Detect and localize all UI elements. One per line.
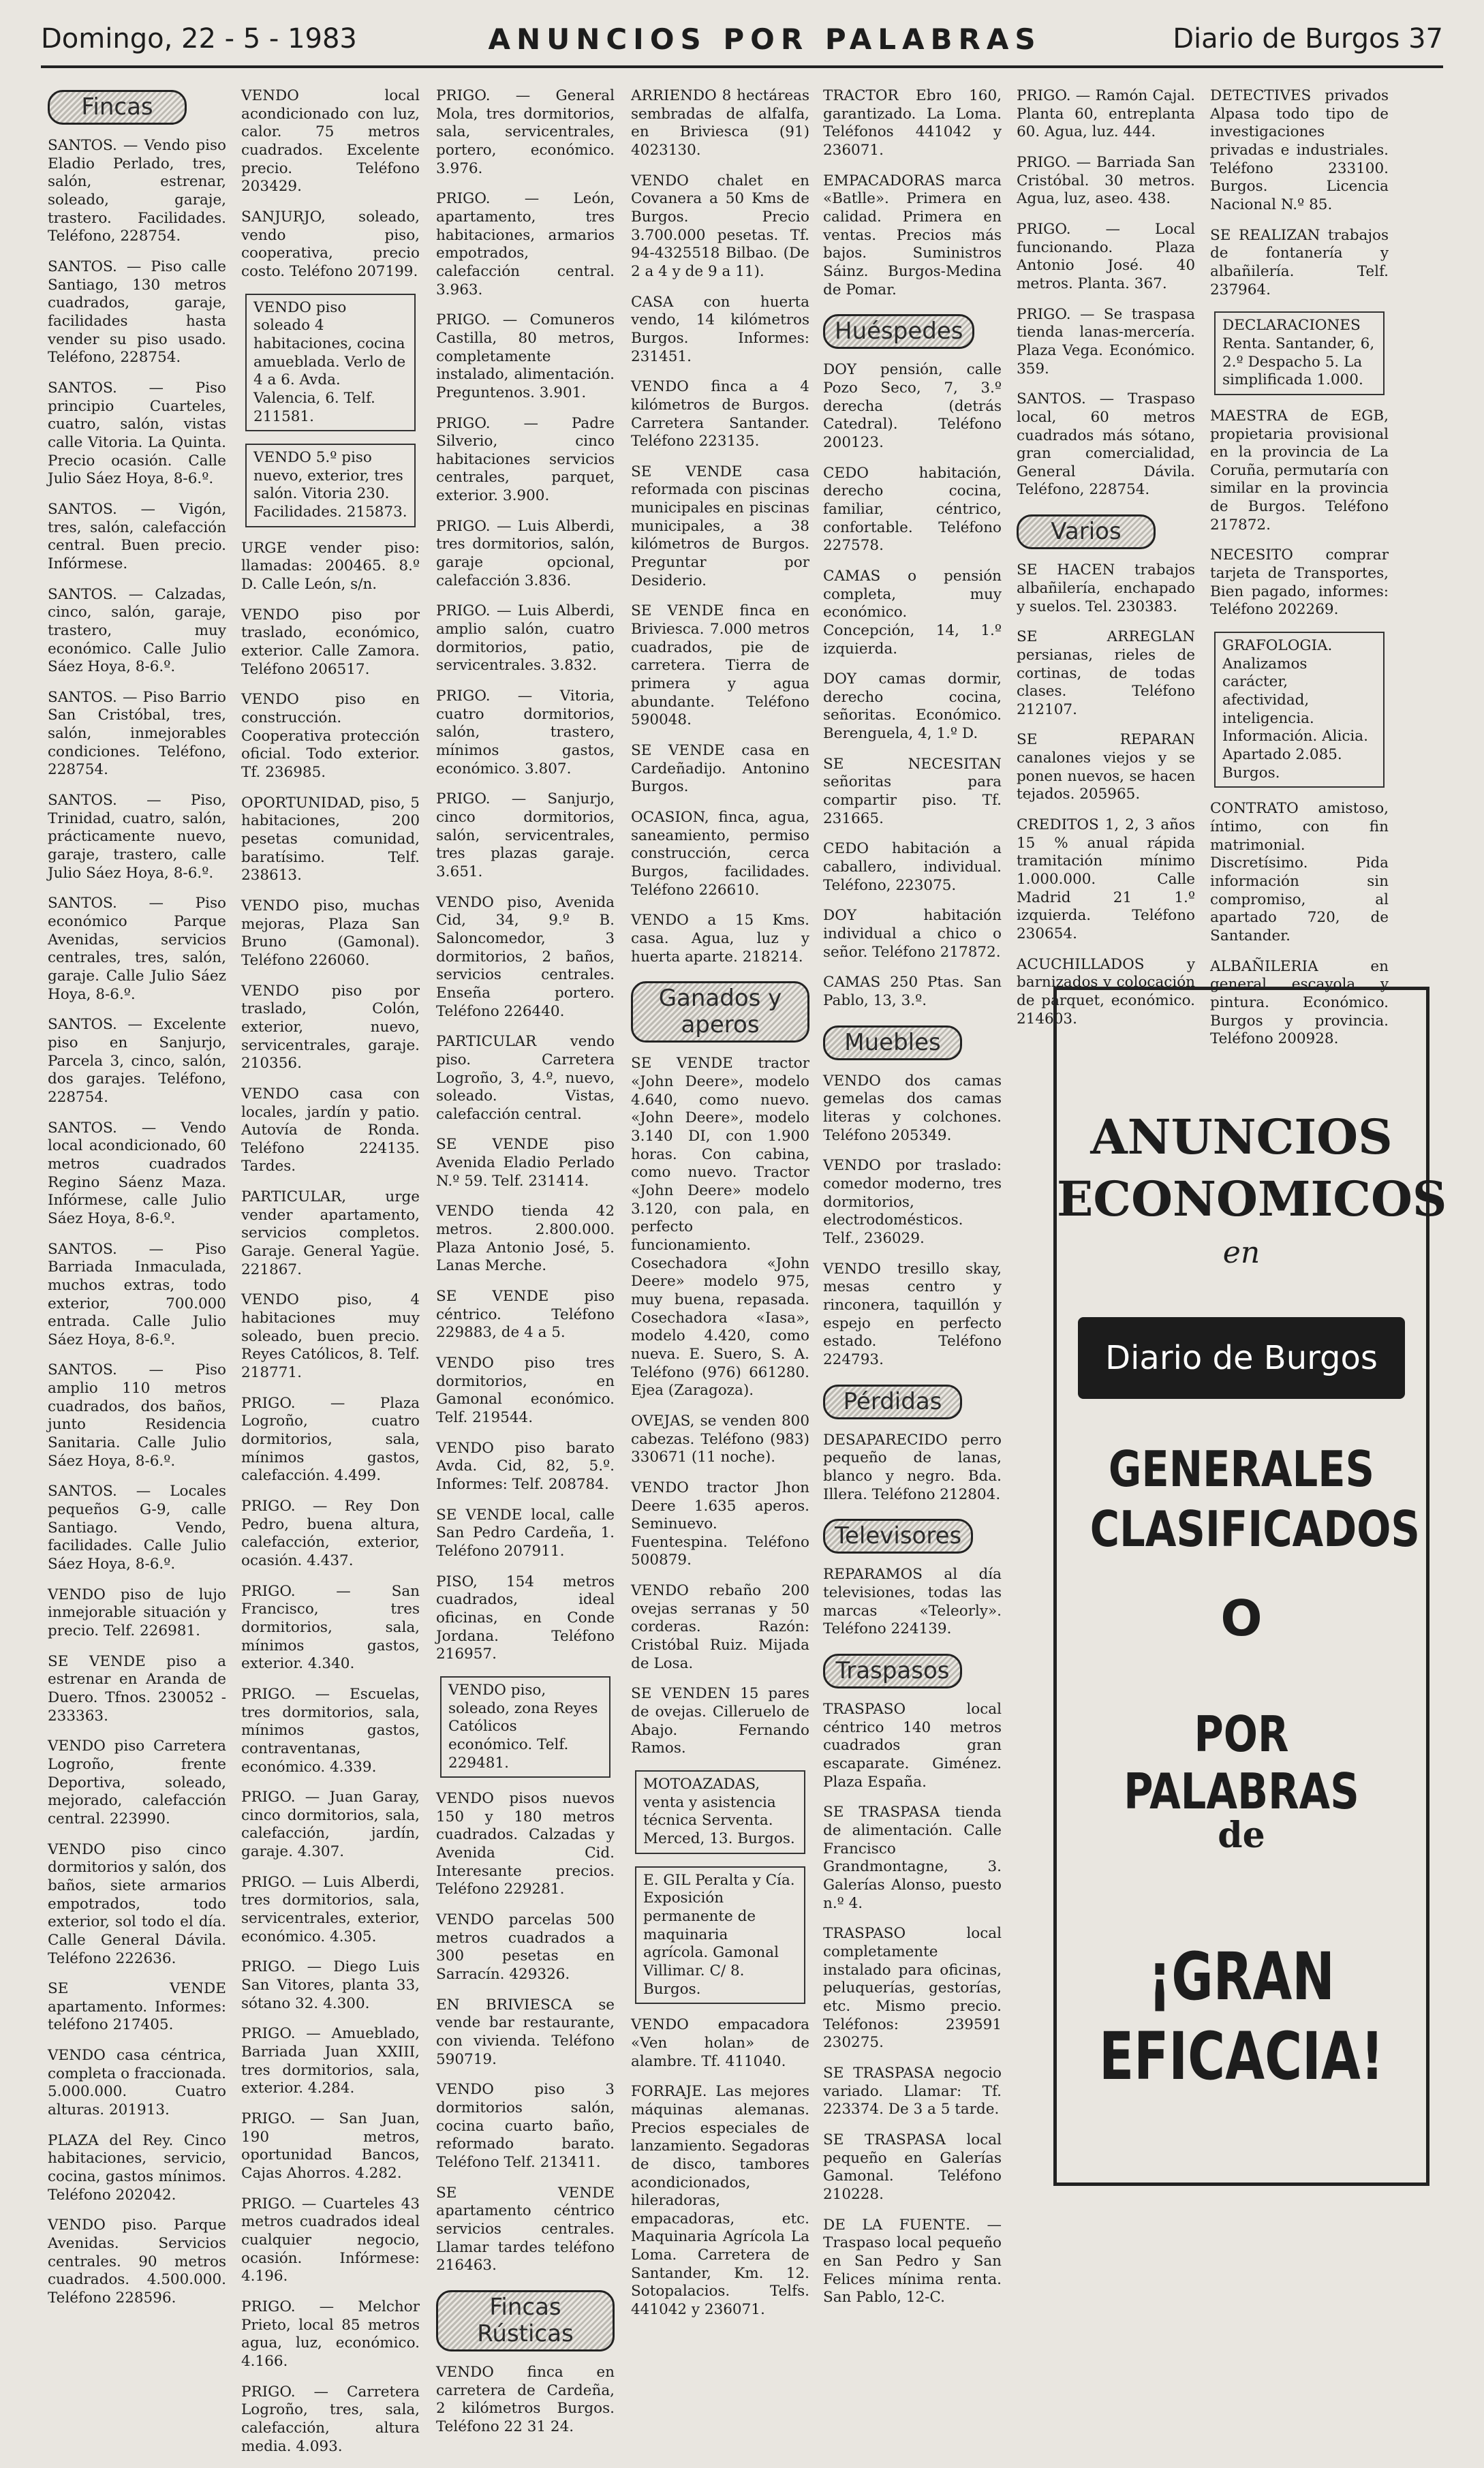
classified-ad: SE NECESITAN señoritas para compartir piso. Tf. 231665. (823, 755, 1002, 827)
classified-ad: SE TRASPASA negocio variado. Llamar: Tf. 223374. De 3 a 5 tarde. (823, 2064, 1002, 2118)
column-2 (241, 87, 420, 2468)
classified-ad: VENDO piso, Avenida Cid, 34, 9.º B. Saloncomedor, 3 dormitorios, 2 baños, servicios centrales. Enseña portero. Teléfono 226440. (436, 893, 615, 1020)
classified-ad: SE VENDE local, calle San Pedro Cardeña, 1. Teléfono 207911. (436, 1506, 615, 1560)
section-muebles: Muebles (823, 1025, 962, 1060)
section-ganados: Ganados y aperos (631, 981, 809, 1043)
classified-ad: TRASPASO local completamente instalado para oficinas, peluquerías, gestorías, etc. Mismo precio. Teléfonos: 239591 230275. (823, 1925, 1002, 2052)
classified-ad: PRIGO. — Ramón Cajal. Planta 60, entreplanta 60. Agua, luz. 444. (1017, 87, 1195, 141)
ad-line-por-palabras: POR PALABRAS (1124, 1706, 1359, 1820)
header-page-number: Diario de Burgos 37 (1173, 23, 1443, 55)
classified-ad: GRAFOLOGIA. Analizamos carácter, afectividad, inteligencia. Información. Alicia. Apartado 2.085. Burgos. (1214, 632, 1385, 788)
classified-ad: SE VENDE tractor «John Deere», modelo 4.640, como nuevo. «John Deere», modelo 3.140 DI, con 1.900 horas. Con cabina, como nuevo. Tractor «John Deere» modelo 3.120, con pala, en perfecto funcionamiento. Cosechadora «John Deere» modelo 975, muy buena, repasada. Cosechadora «Iasa», modelo 4.420, como nueva. E. Suero, S. A. Teléfono (976) 661280. Ejea (Zaragoza). (631, 1055, 809, 1400)
ad-line-anuncios-economicos: ANUNCIOS ECONOMICOS (1057, 1109, 1447, 1227)
classified-ad: SANTOS. — Traspaso local, 60 metros cuadrados más sótano, gran comercialidad, General Dávila. Teléfono, 228754. (1017, 390, 1195, 499)
classified-ad: CEDO habitación a caballero, individual. Teléfono, 223075. (823, 840, 1002, 894)
classified-ad: VENDO piso en construcción. Cooperativa protección oficial. Todo exterior. Tf. 236985. (241, 691, 420, 781)
classified-ad: SE VENDE finca en Briviesca. 7.000 metros cuadrados, pie de carretera. Tierra de primera y agua abundante. Teléfono 590048. (631, 602, 809, 729)
classified-ad: URGE vender piso: llamadas: 200465. 8.º D. Calle León, s/n. (241, 539, 420, 593)
ad-word-o: O (1220, 1590, 1263, 1647)
classified-ad: SANTOS. — Piso, Trinidad, cuatro, salón, prácticamente nuevo, garaje, trastero, calle Julio Sáez Hoya, 8-6.º. (48, 792, 226, 882)
section-fincas-rusticas: Fincas Rústicas (436, 2290, 615, 2351)
classified-ad: VENDO tractor Jhon Deere 1.635 aperos. Seminuevo. Fuentespina. Teléfono 500879. (631, 1479, 809, 1569)
classified-ad: PRIGO. — Carretera Logroño, tres, sala, calefacción, altura media. 4.093. (241, 2383, 420, 2455)
classified-ad: PRIGO. — Vitoria, cuatro dormitorios, salón, trastero, mínimos gastos, económico. 3.807. (436, 688, 615, 777)
classified-ad: SE VENDE piso a estrenar en Aranda de Duero. Tfnos. 230052 - 233363. (48, 1652, 226, 1725)
diario-de-burgos-logo: Diario de Burgos (1078, 1317, 1405, 1399)
classified-ad: EN BRIVIESCA se vende bar restaurante, con vivienda. Teléfono 590719. (436, 1996, 615, 2068)
classified-ad: SE REALIZAN trabajos de fontanería y albañilería. Telf. 237964. (1210, 226, 1389, 298)
classified-ad: PRIGO. — Comuneros Castilla, 80 metros, completamente instalado, alimentación. Preguntenos. 3.901. (436, 311, 615, 401)
section-televisores: Televisores (823, 1519, 973, 1554)
classified-ad: PRIGO. — San Francisco, tres dormitorios, sala, mínimos gastos, exterior. 4.340. (241, 1582, 420, 1673)
classified-ad: DOY pensión, calle Pozo Seco, 7, 3.º derecha (detrás Catedral). Teléfono 200123. (823, 361, 1002, 451)
classified-ad: VENDO piso tres dormitorios, en Gamonal económico. Telf. 219544. (436, 1355, 615, 1426)
classified-ad: MOTOAZADAS, venta y asistencia técnica Serventa. Merced, 13. Burgos. (635, 1770, 805, 1854)
header-title: ANUNCIOS POR PALABRAS (488, 22, 1042, 56)
classified-ad: REPARAMOS al día televisiones, todas las marcas «Teleorly». Teléfono 224139. (823, 1566, 1002, 1638)
classified-ad: ACUCHILLADOS y barnizados y colocación de parquet, económico. 214603. (1017, 955, 1195, 1028)
classified-ad: VENDO piso soleado 4 habitaciones, cocina amueblada. Verlo de 4 a 6. Avda. Valencia, 6. Telf. 211581. (245, 294, 416, 432)
classified-ad: PRIGO. — León, apartamento, tres habitaciones, armarios empotrados, calefacción central. 3.963. (436, 190, 615, 298)
classified-ad: VENDO piso Carretera Logroño, frente Deportiva, soleado, mejorado, calefacción central. 223990. (48, 1738, 226, 1827)
classified-ad: CREDITOS 1, 2, 3 años 15 % anual rápida tramitación mínimo 1.000.000. Calle Madrid 21 1.º izquierda. Teléfono 230654. (1017, 816, 1195, 943)
ad-line-generales-clasificados: GENERALES CLASIFICADOS (1089, 1440, 1420, 1558)
column-6 (1017, 87, 1195, 1040)
classified-ad: VENDO parcelas 500 metros cuadrados a 300 pesetas en Sarracín. 429326. (436, 1911, 615, 1984)
ad-line-gran-eficacia: ¡GRAN EFICACIA! (1099, 1939, 1384, 2095)
classified-ad: SE VENDE casa reformada con piscinas municipales en piscinas municipales, a 38 kilómetros de Burgos. Preguntar por Desiderio. (631, 463, 809, 589)
classified-ad: VENDO finca en carretera de Cardeña, 2 kilómetros Burgos. Teléfono 22 31 24. (436, 2364, 615, 2436)
classified-ad: CEDO habitación, derecho cocina, familiar, céntrico, confortable. Teléfono 227578. (823, 464, 1002, 555)
classified-ad: SE TRASPASA tienda de alimentación. Calle Francisco Grandmontagne, 3. Galerías Alonso, puesto n.º 4. (823, 1804, 1002, 1912)
classified-ad: TRASPASO local céntrico 140 metros cuadrados gran escaparate. Giménez. Plaza España. (823, 1701, 1002, 1791)
section-varios: Varios (1017, 514, 1156, 549)
classified-ad: SE VENDE apartamento. Informes: teléfono 217405. (48, 1980, 226, 2034)
classified-ad: VENDO local acondicionado con luz, calor. 75 metros cuadrados. Excelente precio. Teléfono 203429. (241, 87, 420, 196)
classified-ad: OCASION, finca, agua, saneamiento, permiso construcción, cerca Burgos, facilidades. Teléfono 226610. (631, 808, 809, 899)
classified-ad: SANTOS. — Piso calle Santiago, 130 metros cuadrados, garaje, facilidades hasta vender su piso usado. Teléfono, 228754. (48, 258, 226, 367)
classified-ad: E. GIL Peralta y Cía. Exposición permanente de maquinaria agrícola. Gamonal Villimar. C/ 8. Burgos. (635, 1866, 805, 2005)
classified-ad: VENDO piso por traslado, económico, exterior. Calle Zamora. Teléfono 206517. (241, 606, 420, 678)
classified-ad: PRIGO. — General Mola, tres dormitorios, sala, servicentrales, portero, económico. 3.976. (436, 87, 615, 177)
classified-ad: VENDO piso, soleado, zona Reyes Católicos económico. Telf. 229481. (440, 1676, 610, 1778)
classified-ad: SANTOS. — Piso Barrio San Cristóbal, tres, salón, inmejorables condiciones. Teléfono, 228754. (48, 688, 226, 779)
classified-ad: VENDO dos camas gemelas dos camas literas y colchones. Teléfono 205349. (823, 1072, 1002, 1144)
classified-ad: EMPACADORAS marca «Batlle». Primera en calidad. Primera en ventas. Precios más bajos. Suministros Sáinz. Burgos-Medina de Pomar. (823, 172, 1002, 298)
classified-ad: VENDO piso 3 dormitorios salón, cocina cuarto baño, reformado barato. Teléfono Telf. 213411. (436, 2081, 615, 2171)
classified-ad: OPORTUNIDAD, piso, 5 habitaciones, 200 pesetas comunidad, baratísimo. Telf. 238613. (241, 794, 420, 884)
classified-ad: PISO, 154 metros cuadrados, ideal oficinas, en Conde Jordana. Teléfono 216957. (436, 1573, 615, 1663)
ad-word-en: en (1222, 1235, 1261, 1270)
classified-ad: PRIGO. — Amueblado, Barriada Juan XXIII, tres dormitorios, sala, exterior. 4.284. (241, 2025, 420, 2097)
classified-ad: PRIGO. — Luis Alberdi, tres dormitorios, salón, garaje opcional, calefacción 3.836. (436, 517, 615, 589)
classified-ad: PRIGO. — Barriada San Cristóbal. 30 metros. Agua, luz, aseo. 438. (1017, 153, 1195, 208)
column-5 (823, 87, 1002, 2319)
classified-ad: SE VENDEN 15 pares de ovejas. Cilleruelo de Abajo. Fernando Ramos. (631, 1685, 809, 1757)
classified-ad: PRIGO. — Luis Alberdi, tres dormitorios, sala, servicentrales, exterior, económico. 4.305. (241, 1873, 420, 1945)
column-7 (1210, 87, 1389, 1061)
classified-ad: SE HACEN trabajos albañilería, enchapado y suelos. Tel. 230383. (1017, 561, 1195, 615)
classified-ad: SANTOS. — Excelente piso en Sanjurjo, Parcela 3, cinco, salón, dos garajes. Teléfono, 228754. (48, 1016, 226, 1106)
classified-ad: PARTICULAR vendo piso. Carretera Logroño, 3, 4.º, nuevo, soleado. Vistas, calefacción central. (436, 1033, 615, 1123)
classified-ad: VENDO casa céntrica, completa o fraccionada. 5.000.000. Cuatro alturas. 201913. (48, 2047, 226, 2119)
classified-ad: CASA con huerta vendo, 14 kilómetros Burgos. Informes: 231451. (631, 293, 809, 365)
classified-ad: SE VENDE casa en Cardeñadijo. Antonino Burgos. (631, 742, 809, 796)
classified-ad: PRIGO. — Escuelas, tres dormitorios, sala, mínimos gastos, contraventanas, económico. 4.339. (241, 1685, 420, 1776)
classified-ad: VENDO tienda 42 metros. 2.800.000. Plaza Antonio José, 5. Lanas Merche. (436, 1203, 615, 1275)
column-1 (48, 87, 226, 2320)
classified-ad: VENDO piso de lujo inmejorable situación y precio. Telf. 226981. (48, 1586, 226, 1639)
classified-ad: SANTOS. — Locales pequeños G-9, calle Santiago. Vendo, facilidades. Calle Julio Sáez Hoya, 8-6.º. (48, 1483, 226, 1573)
classified-ad: PRIGO. — Plaza Logroño, cuatro dormitorios, sala, mínimos gastos, calefacción. 4.499. (241, 1394, 420, 1485)
classified-ad: DETECTIVES privados Alpasa todo tipo de investigaciones privadas e industriales. Teléfono 233100. Burgos. Licencia Nacional N.º 85. (1210, 87, 1389, 213)
classified-ad: PRIGO. — Sanjurjo, cinco dormitorios, salón, servicentrales, tres plazas garaje. 3.651. (436, 790, 615, 880)
classified-ad: VENDO piso, 4 habitaciones muy soleado, buen precio. Reyes Católicos, 8. Telf. 218771. (241, 1291, 420, 1382)
classified-ad: ALBAÑILERIA en general escayola y pintura. Económico. Burgos y provincia. Teléfono 200928. (1210, 957, 1389, 1048)
section-fincas: Fincas (48, 90, 187, 125)
classified-ad: SE VENDE apartamento céntrico servicios centrales. Llamar tardes teléfono 216463. (436, 2184, 615, 2274)
classified-ad: SANTOS. — Calzadas, cinco, salón, garaje, trastero, muy económico. Calle Julio Sáez Hoya, 8-6.º. (48, 585, 226, 676)
classified-ad: VENDO rebaño 200 ovejas serranas y 50 corderas. Razón: Cristóbal Ruiz. Mijada de Losa. (631, 1582, 809, 1672)
classified-ad: DE LA FUENTE. — Traspaso local pequeño en San Pedro y San Felices mínima renta. San Pablo, 12-C. (823, 2216, 1002, 2307)
page-header (41, 12, 1443, 68)
classified-ad: SANTOS. — Piso amplio 110 metros cuadrados, dos baños, junto Residencia Sanitaria. Calle Julio Sáez Hoya, 8-6.º. (48, 1361, 226, 1470)
classified-ad: PRIGO. — Rey Don Pedro, buena altura, calefacción, exterior, ocasión. 4.437. (241, 1497, 420, 1569)
section-perdidas: Pérdidas (823, 1385, 962, 1419)
column-4 (631, 87, 809, 2332)
classified-ad: OVEJAS, se venden 800 cabezas. Teléfono (983) 330671 (11 noche). (631, 1412, 809, 1466)
header-date: Domingo, 22 - 5 - 1983 (41, 23, 357, 55)
classified-ad: PRIGO. — Local funcionando. Plaza Antonio José. 40 metros. Planta. 367. (1017, 220, 1195, 292)
classified-ad: VENDO piso. Parque Avenidas. Servicios centrales. 90 metros cuadrados. 4.500.000. Teléfono 228596. (48, 2217, 226, 2307)
classified-ad: SANTOS. — Piso Barriada Inmaculada, muchos extras, todo exterior, 700.000 entrada. Calle Julio Sáez Hoya, 8-6.º. (48, 1240, 226, 1348)
classified-ad: PRIGO. — Se traspasa tienda lanas-mercería. Plaza Vega. Económico. 359. (1017, 305, 1195, 377)
classified-ad: VENDO empacadora «Ven holan» de alambre. Tf. 411040. (631, 2016, 809, 2070)
classified-ad: SE REPARAN canalones viejos y se ponen nuevos, se hacen tejados. 205965. (1017, 731, 1195, 803)
classified-ad: CAMAS o pensión completa, muy económico. Concepción, 14, 1.º izquierda. (823, 567, 1002, 658)
classified-ad: VENDO pisos nuevos 150 y 180 metros cuadrados. Calzadas y Avenida Cid. Interesante precios. Teléfono 229281. (436, 1790, 615, 1898)
classified-ad: PRIGO. — Melchor Prieto, local 85 metros agua, luz, económico. 4.166. (241, 2298, 420, 2370)
classified-ad: VENDO piso barato Avda. Cid, 82, 5.º. Informes: Telf. 208784. (436, 1439, 615, 1493)
classified-ad: VENDO 5.º piso nuevo, exterior, tres salón. Vitoria 230. Facilidades. 215873. (245, 444, 416, 527)
classified-ad: VENDO piso cinco dormitorios y salón, dos baños, siete armarios empotrados, todo exterior, sol todo el día. Calle General Dávila. Teléfono 222636. (48, 1840, 226, 1967)
classified-ad: PRIGO. — San Juan, 190 metros, oportunidad Bancos, Cajas Ahorros. 4.282. (241, 2110, 420, 2182)
classified-ad: VENDO tresillo skay, mesas centro y rinconera, taquillón y espejo en perfecto estado. Teléfono 224793. (823, 1260, 1002, 1368)
classified-ad: CAMAS 250 Ptas. San Pablo, 13, 3.º. (823, 974, 1002, 1009)
classified-ad: NECESITO comprar tarjeta de Transportes, Bien pagado, informes: Teléfono 202269. (1210, 546, 1389, 619)
classified-ad: CONTRATO amistoso, íntimo, con fin matrimonial. Discretísimo. Pida información sin compromiso, al apartado 720, de Santander. (1210, 800, 1389, 944)
classified-ad: VENDO a 15 Kms. casa. Agua, luz y huerta aparte. 218214. (631, 912, 809, 966)
classified-ad: VENDO chalet en Covanera a 50 Kms de Burgos. Precio 3.700.000 pesetas. Tf. 94-4325518 Bilbao. (De 2 a 4 y de 9 a 11). (631, 172, 809, 280)
classified-ad: PLAZA del Rey. Cinco habitaciones, servicio, cocina, gastos mínimos. Teléfono 202042. (48, 2131, 226, 2204)
classified-ad: SE TRASPASA local pequeño en Galerías Gamonal. Teléfono 210228. (823, 2131, 1002, 2203)
classified-ad: PRIGO. — Luis Alberdi, amplio salón, cuatro dormitorios, patio, servicentrales. 3.832. (436, 602, 615, 675)
classified-ad: SANTOS. — Vigón, tres, salón, calefacción central. Buen precio. Infórmese. (48, 500, 226, 572)
classified-ad: PRIGO. — Diego Luis San Vitores, planta 33, sótano 32. 4.300. (241, 1958, 420, 2012)
classified-ad: PARTICULAR, urge vender apartamento, servicios completos. Garaje. General Yagüe. 221867. (241, 1188, 420, 1278)
classified-ad: SANTOS. — Vendo piso Eladio Perlado, tres, salón, estrenar, soleado, garaje, trastero. Facilidades. Teléfono, 228754. (48, 137, 226, 245)
classified-ad: SE VENDE piso Avenida Eladio Perlado N.º 59. Telf. 231414. (436, 1136, 615, 1190)
classified-ad: VENDO piso por traslado, Colón, exterior, nuevo, servicentrales, garaje. 210356. (241, 982, 420, 1073)
section-traspasos: Traspasos (823, 1654, 962, 1688)
classified-ad: SANTOS. — Piso principio Cuarteles, cuatro, salón, vistas calle Vitoria. La Quinta. Precio ocasión. Calle Julio Sáez Hoya, 8-6.º. (48, 379, 226, 488)
classified-ad: PRIGO. — Cuarteles 43 metros cuadrados ideal cualquier negocio, ocasión. Infórmese: 4.196. (241, 2195, 420, 2285)
classified-ad: VENDO por traslado: comedor moderno, tres dormitorios, electrodomésticos. Telf., 236029. (823, 1157, 1002, 1247)
classified-ad: SANTOS. — Vendo local acondicionado, 60 metros cuadrados Regino Sáenz Maza. Infórmese, calle Julio Sáez Hoya, 8-6.º. (48, 1119, 226, 1227)
classified-ad: VENDO piso, muchas mejoras, Plaza San Bruno (Gamonal). Teléfono 226060. (241, 897, 420, 969)
classified-ad: ARRIENDO 8 hectáreas sembradas de alfalfa, en Briviesca (91) 4023130. (631, 87, 809, 159)
advertisement-box (1053, 987, 1447, 2186)
classified-ad: DECLARACIONES Renta. Santander, 6, 2.º Despacho 5. La simplificada 1.000. (1214, 311, 1385, 395)
classified-ad: PRIGO. — Padre Silverio, cinco habitaciones servicios centrales, parquet, exterior. 3.900. (436, 414, 615, 505)
classified-ad: SE ARREGLAN persianas, rieles de cortinas, de todas clases. Teléfono 212107. (1017, 628, 1195, 718)
classified-ad: SANTOS. — Piso económico Parque Avenidas, servicios centrales, tres, salón, garaje. Calle Julio Sáez Hoya, 8-6.º. (48, 895, 226, 1003)
ad-word-de: de (1218, 1815, 1265, 1856)
classified-ad: DOY habitación individual a chico o señor. Teléfono 217872. (823, 907, 1002, 961)
column-3 (436, 87, 615, 2449)
classified-ad: TRACTOR Ebro 160, garantizado. La Loma. Teléfonos 441042 y 236071. (823, 87, 1002, 159)
classified-ad: DOY camas dormir, derecho cocina, señoritas. Económico. Berenguela, 4, 1.º D. (823, 670, 1002, 743)
classified-ad: FORRAJE. Las mejores máquinas alemanas. Precios especiales de lanzamiento. Segadoras de disco, tambores acondicionados, hileradoras, empacadoras, etc. Maquinaria Agrícola La Loma. Carretera de Santander, Km. 12. Sotopalacios. Telfs. 441042 y 236071. (631, 2083, 809, 2319)
classified-ad: MAESTRA de EGB, propietaria provisional en la provincia de La Coruña, permutaría con similar en la provincia de Burgos. Teléfono 217872. (1210, 407, 1389, 534)
classified-ad: SANJURJO, soleado, vendo piso, cooperativa, precio costo. Teléfono 207199. (241, 208, 420, 280)
classified-ad: VENDO casa con locales, jardín y patio. Autovía de Ronda. Teléfono 224135. Tardes. (241, 1085, 420, 1175)
classified-ad: PRIGO. — Juan Garay, cinco dormitorios, sala, calefacción, jardín, garaje. 4.307. (241, 1789, 420, 1861)
section-huespedes: Huéspedes (823, 314, 974, 349)
classified-ad: SE VENDE piso céntrico. Teléfono 229883, de 4 a 5. (436, 1288, 615, 1342)
classified-ad: DESAPARECIDO perro pequeño de lanas, blanco y negro. Bda. Illera. Teléfono 212804. (823, 1431, 1002, 1503)
classified-ad: VENDO finca a 4 kilómetros de Burgos. Carretera Santander. Teléfono 223135. (631, 378, 809, 450)
